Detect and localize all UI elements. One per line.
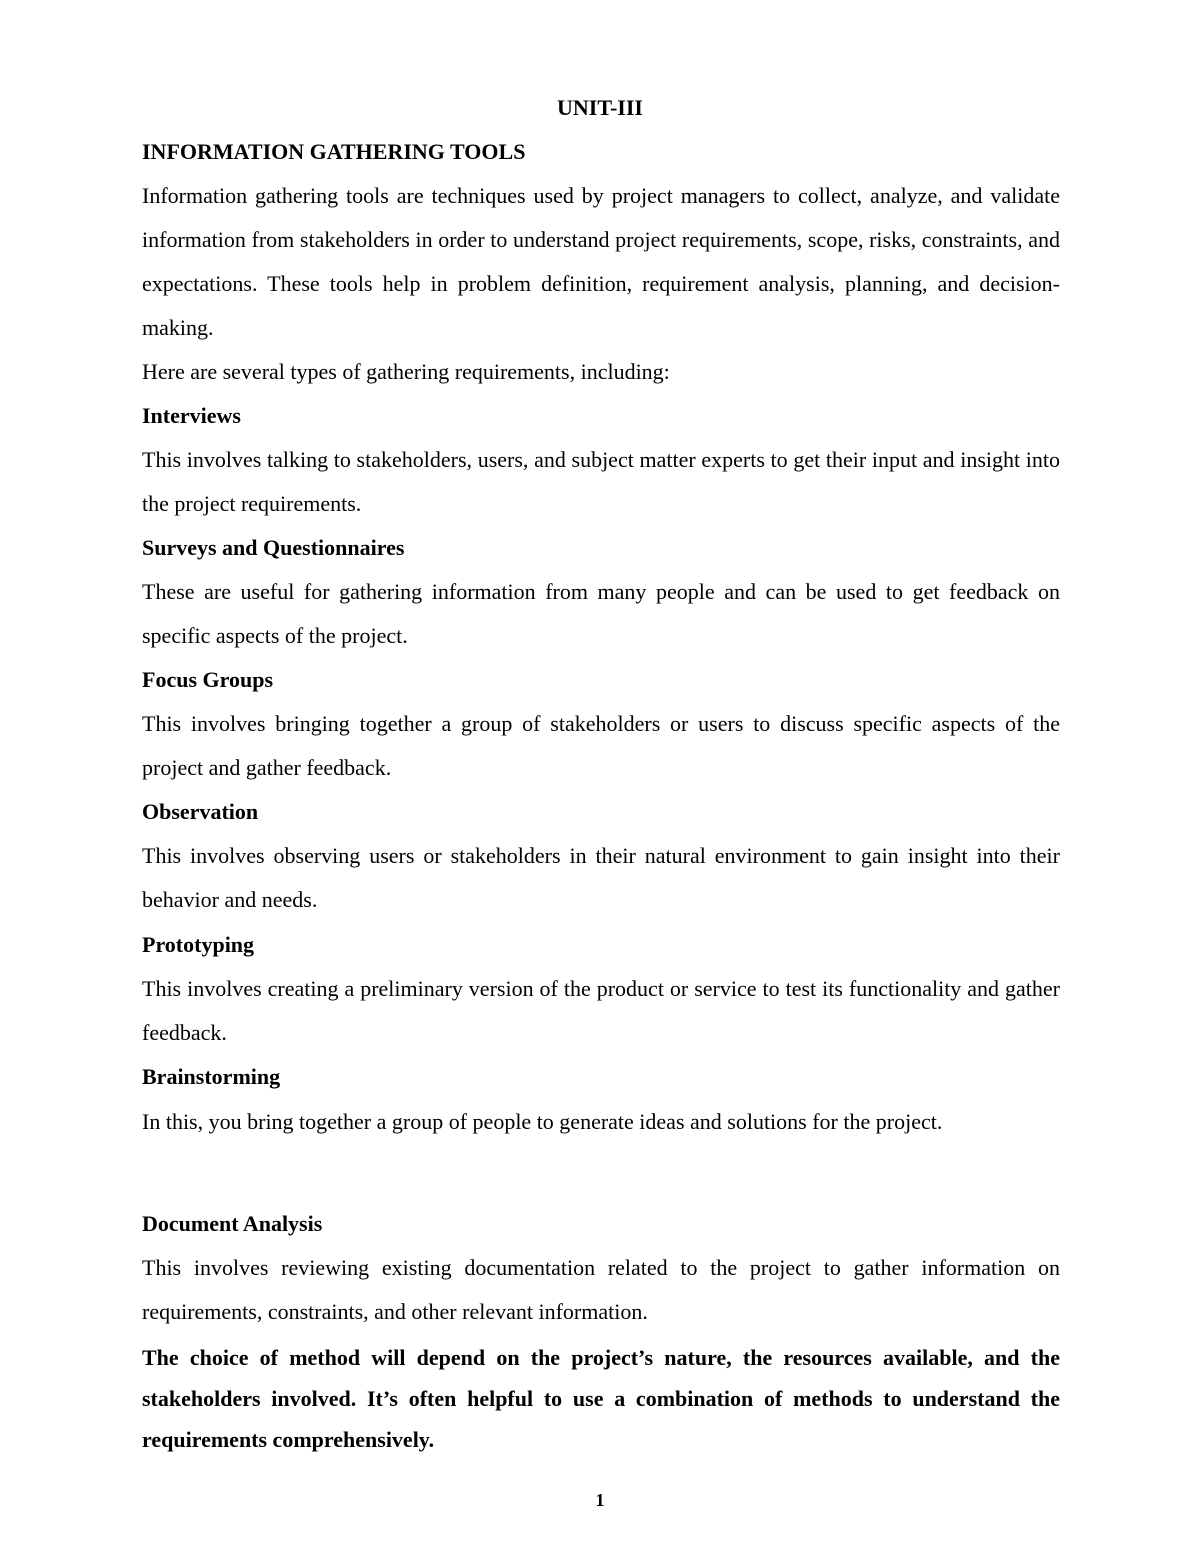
- section-text-brainstorming: In this, you bring together a group of people to generate ideas and solutions for the project.: [142, 1109, 943, 1134]
- conclusion-paragraph: The choice of method will depend on the project’s nature, the resources available, and the stakeholders involved. It’s often helpful to use a combination of methods to understand the requirements comprehensively.: [142, 1345, 1060, 1452]
- section-text-observation: This involves observing users or stakeholders in their natural environment to gain insight into their behavior and needs.: [142, 843, 1060, 912]
- lead-in-text: Here are several types of gathering requirements, including:: [142, 359, 670, 384]
- section-heading-observation: Observation: [142, 799, 259, 824]
- section-heading-prototyping: Prototyping: [142, 932, 255, 957]
- section-text-surveys: These are useful for gathering information from many people and can be used to get feedback on specific aspects of the project.: [142, 579, 1060, 648]
- section-text-focus-groups: This involves bringing together a group of stakeholders or users to discuss specific aspects of the project and gather feedback.: [142, 711, 1060, 780]
- section-text-prototyping: This involves creating a preliminary version of the product or service to test its functionality and gather feedback.: [142, 976, 1060, 1045]
- page-number: 1: [595, 1490, 605, 1510]
- section-heading-document-analysis: Document Analysis: [142, 1211, 323, 1236]
- unit-title: UNIT-III: [556, 95, 643, 120]
- intro-paragraph: Information gathering tools are techniques used by project managers to collect, analyze, and validate information from stakeholders in order to understand project requirements, scope, risks, constraints, and expectations. These tools help in problem definition, requirement analysis, planning, and decision-making.: [142, 183, 1060, 340]
- section-text-interviews: This involves talking to stakeholders, users, and subject matter experts to get their input and insight into the project requirements.: [142, 447, 1060, 516]
- section-heading-focus-groups: Focus Groups: [142, 667, 274, 692]
- section-heading-surveys: Surveys and Questionnaires: [142, 535, 405, 560]
- section-heading-interviews: Interviews: [142, 403, 241, 428]
- section-heading-brainstorming: Brainstorming: [142, 1064, 281, 1089]
- main-heading: INFORMATION GATHERING TOOLS: [142, 139, 526, 164]
- section-text-document-analysis: This involves reviewing existing documentation related to the project to gather information on requirements, constraints, and other relevant information.: [142, 1255, 1060, 1324]
